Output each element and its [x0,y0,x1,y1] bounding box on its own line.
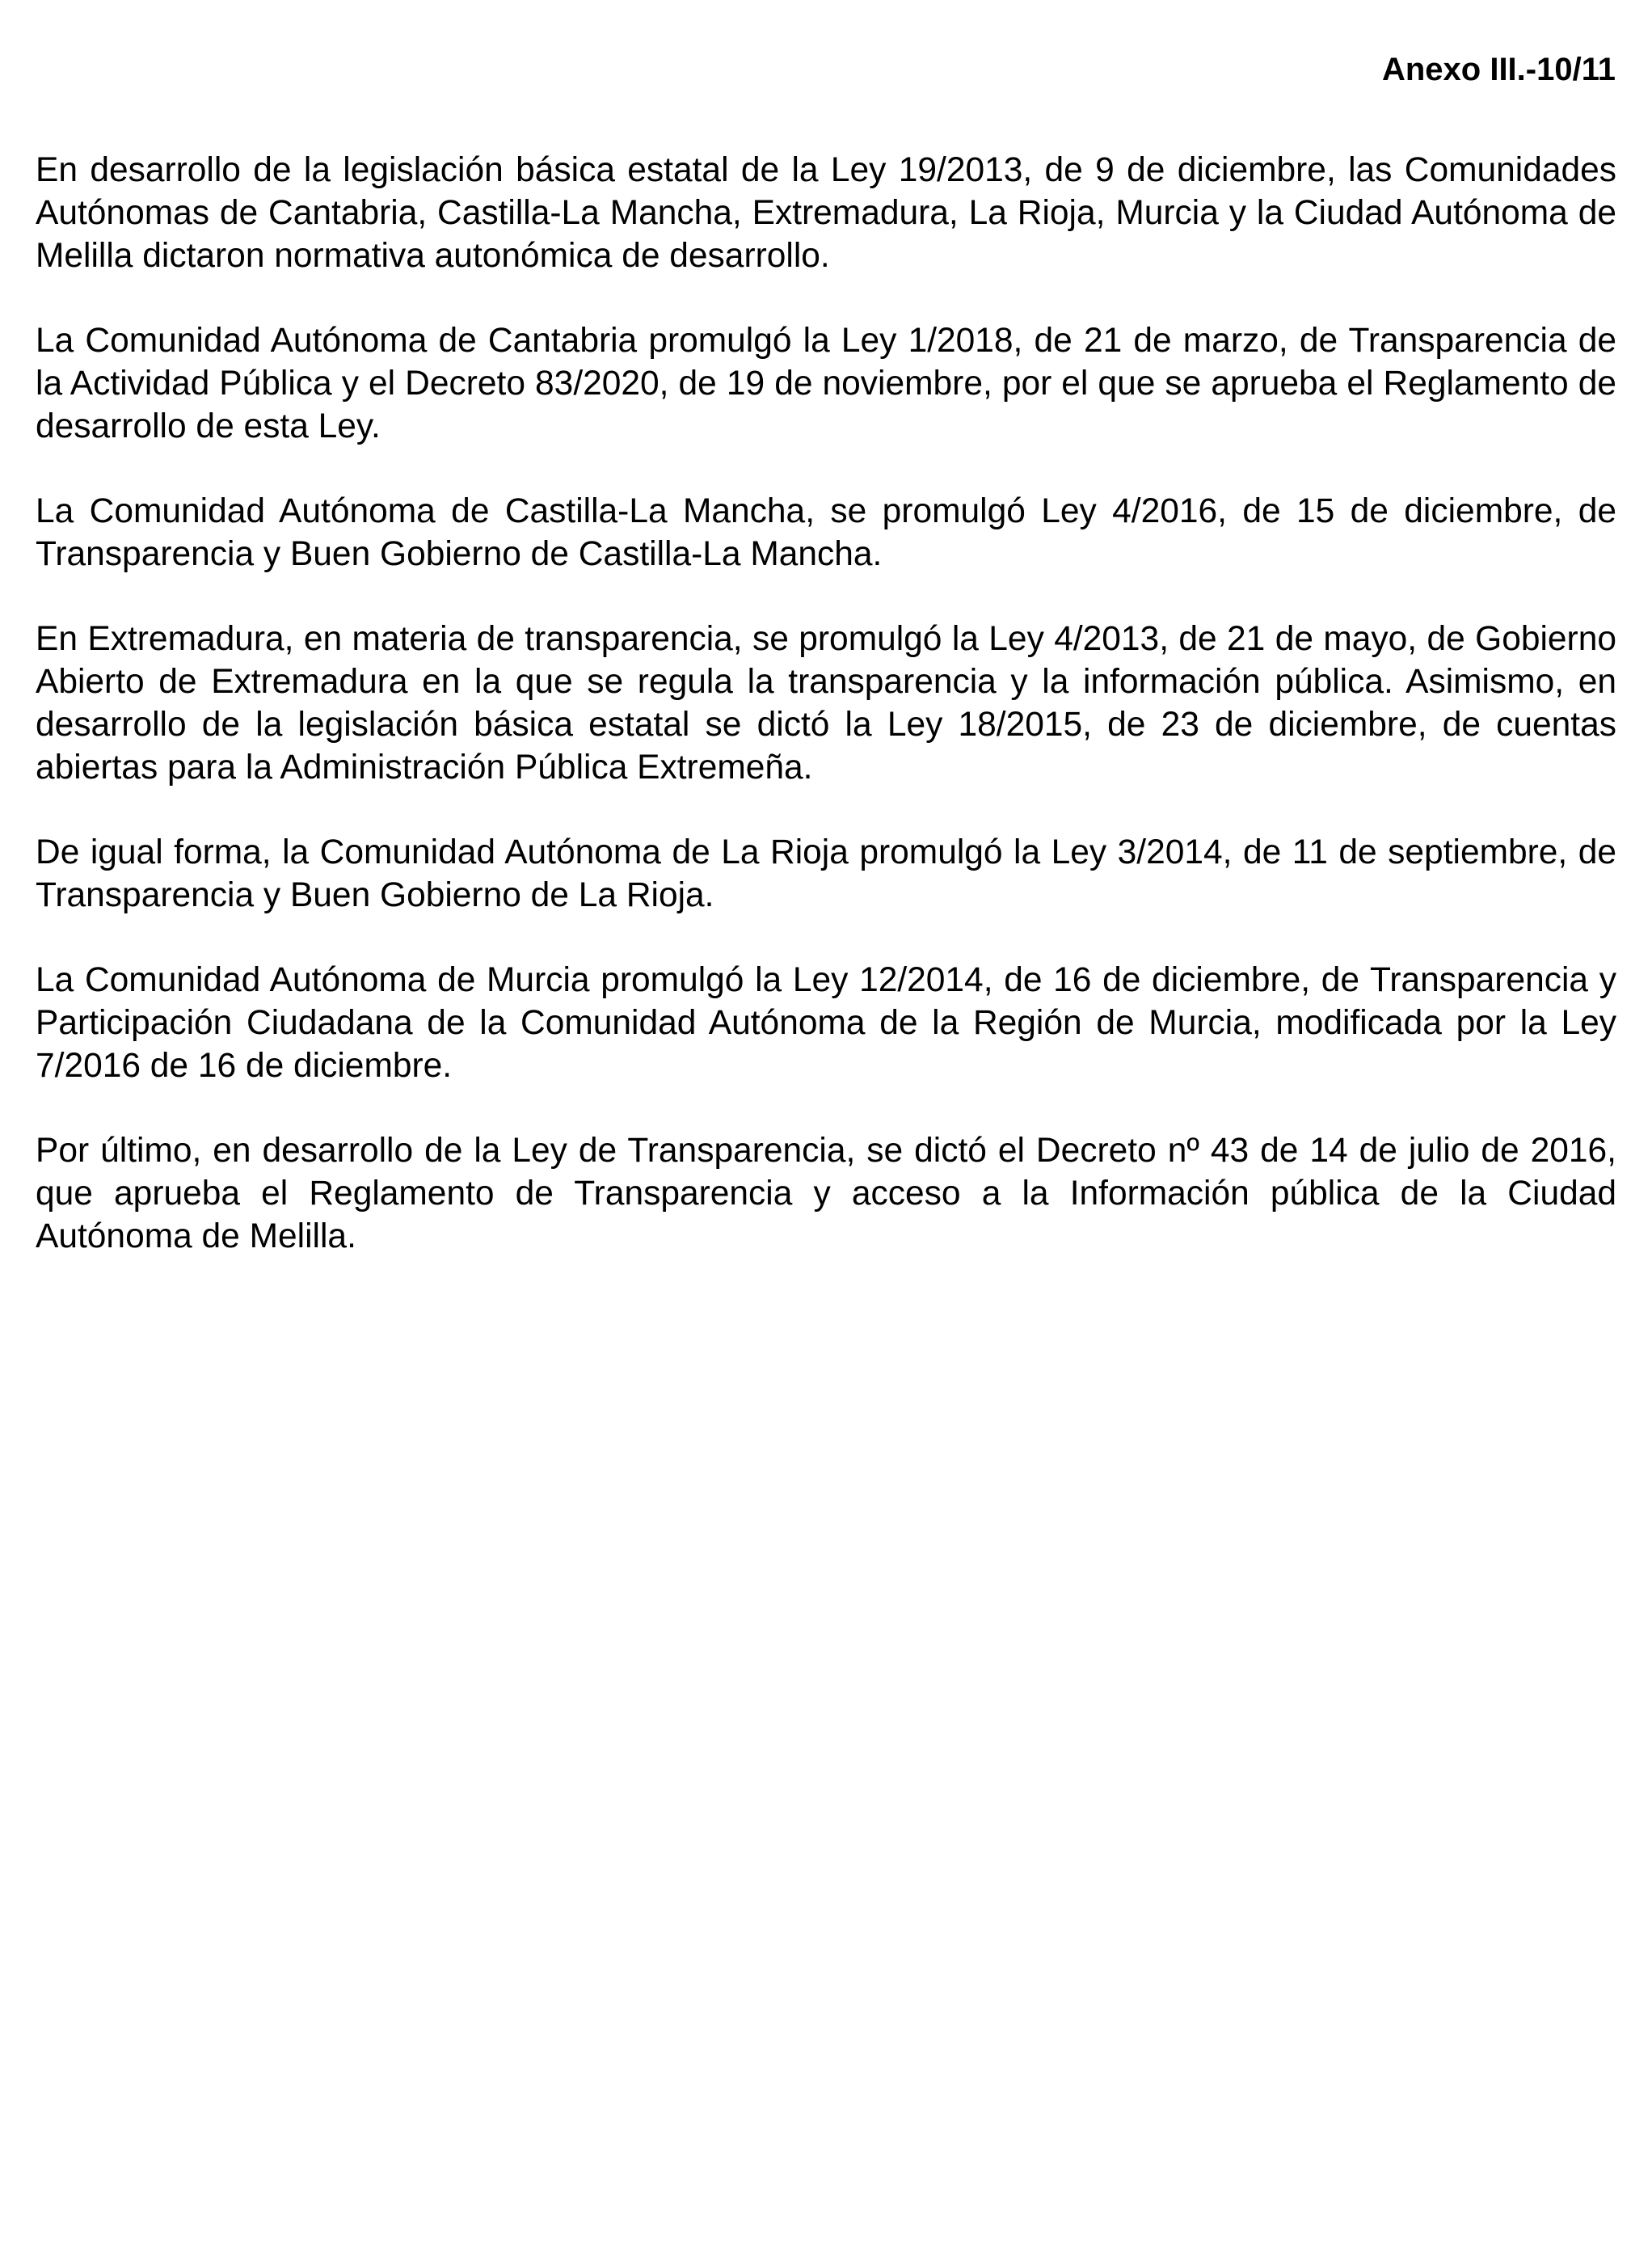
paragraph-castilla-la-mancha: La Comunidad Autónoma de Castilla-La Mancha, se promulgó Ley 4/2016, de 15 de diciembre, de Transparencia y Buen Gobierno de Castilla-La Mancha. [36,492,1616,573]
paragraph-la-rioja: De igual forma, la Comunidad Autónoma de La Rioja promulgó la Ley 3/2014, de 11 de septiembre, de Transparencia y Buen Gobierno de La Rioja. [36,833,1616,914]
paragraph-melilla: Por último, en desarrollo de la Ley de Transparencia, se dictó el Decreto nº 43 de 14 de julio de 2016, que aprueba el Reglamento de Transparencia y acceso a la Información pública de la Ciudad Autónoma de Melilla. [36,1132,1616,1255]
page-header-annex-number: Anexo III.-10/11 [1381,52,1616,87]
paragraph-extremadura: En Extremadura, en materia de transparencia, se promulgó la Ley 4/2013, de 21 de mayo, de Gobierno Abierto de Extremadura en la que se regula la transparencia y la información pública. Asimismo, en desarrollo de la legislación básica estatal se dictó la Ley 18/2015, de 23 de diciembre, de cuentas abiertas para la Administración Pública Extremeña. [36,620,1616,787]
paragraph-murcia: La Comunidad Autónoma de Murcia promulgó la Ley 12/2014, de 16 de diciembre, de Transparencia y Participación Ciudadana de la Comunidad Autónoma de la Región de Murcia, modificada por la Ley 7/2016 de 16 de diciembre. [36,961,1616,1085]
document-body [36,149,1616,1300]
paragraph-intro: En desarrollo de la legislación básica estatal de la Ley 19/2013, de 9 de diciembre, las Comunidades Autónomas de Cantabria, Castilla-La Mancha, Extremadura, La Rioja, Murcia y la Ciudad Autónoma de Melilla dictaron normativa autonómica de desarrollo. [36,151,1616,275]
paragraph-cantabria: La Comunidad Autónoma de Cantabria promulgó la Ley 1/2018, de 21 de marzo, de Transparencia de la Actividad Pública y el Decreto 83/2020, de 19 de noviembre, por el que se aprueba el Reglamento de desarrollo de esta Ley. [36,322,1616,445]
